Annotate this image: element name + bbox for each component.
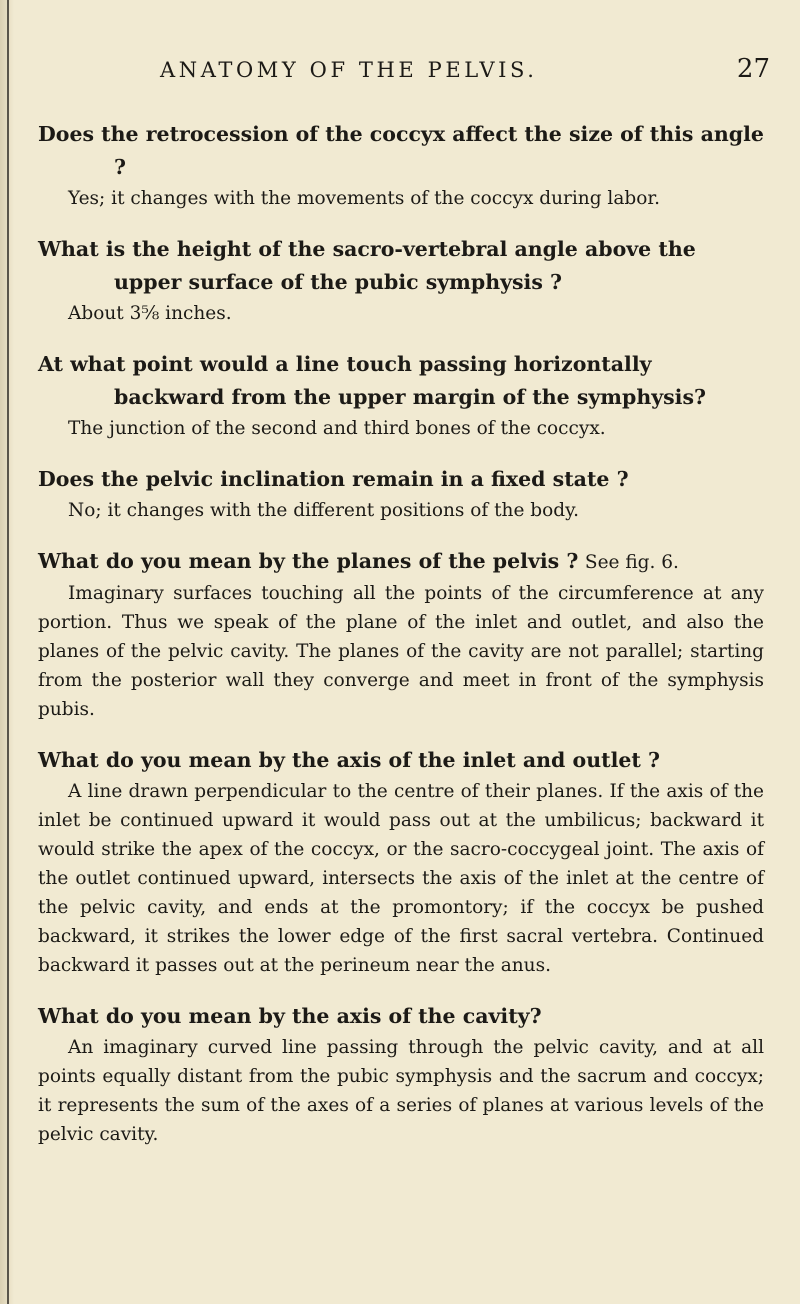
- qa-entry: [24, 348, 764, 443]
- answer-text: Yes; it changes with the movements of the coccyx during labor.: [68, 188, 661, 209]
- answer-text: The junction of the second and third bones of the coccyx.: [68, 418, 606, 439]
- question-text: What is the height of the sacro-vertebral angle above the upper surface of the pubic symphysis ?: [38, 237, 696, 294]
- answer-text: No; it changes with the different positions of the body.: [68, 500, 579, 521]
- page-body: [24, 118, 764, 1169]
- answer-text: A line drawn perpendicular to the centre of their planes. If the axis of the inlet be continued upward it would pass out at the umbilicus; backward it would strike the apex of the coccyx, or the sacro-coccygeal joint. The axis of the outlet continued upward, intersects the axis of the inlet at the centre of the pelvic cavity, and ends at the promontory; if the coccyx be pushed backward, it strikes the lower edge of the first sacral vertebra. Continued backward it passes out at the perineum near the anus.: [38, 781, 764, 976]
- qa-entry: [24, 545, 764, 724]
- running-head: ANATOMY OF THE PELVIS.: [160, 58, 538, 82]
- qa-entry: [24, 118, 764, 213]
- qa-entry: [24, 463, 764, 525]
- question-text: What do you mean by the axis of the cavity?: [38, 1004, 542, 1028]
- answer-text: About 3⅝ inches.: [68, 303, 232, 324]
- question-text: At what point would a line touch passing horizontally backward from the upper margin of the symphysis?: [38, 352, 707, 409]
- figure-reference: See fig. 6.: [584, 552, 679, 573]
- answer-text: Imaginary surfaces touching all the points of the circumference at any portion. Thus we speak of the plane of the inlet and outlet, and also the planes of the pelvic cavity. The planes of the cavity are not parallel; starting from the posterior wall they converge and meet in front of the symphysis pubis.: [38, 583, 764, 720]
- question-line: [38, 545, 764, 579]
- qa-entry: [24, 233, 764, 328]
- question-text: Does the retrocession of the coccyx affect the size of this angle ?: [38, 122, 764, 179]
- page-header: [160, 54, 770, 90]
- page-number: 27: [736, 54, 770, 84]
- answer-text: An imaginary curved line passing through the pelvic cavity, and at all points equally distant from the pubic symphysis and the sacrum and coccyx; it represents the sum of the axes of a series of planes at various levels of the pelvic cavity.: [38, 1037, 764, 1145]
- qa-entry: [24, 744, 764, 980]
- question-text: What do you mean by the planes of the pelvis ?: [38, 549, 579, 573]
- binding-shadow-line: [7, 0, 9, 1304]
- question-text: Does the pelvic inclination remain in a fixed state ?: [38, 467, 629, 491]
- qa-entry: [24, 1000, 764, 1149]
- question-text: What do you mean by the axis of the inlet and outlet ?: [38, 748, 661, 772]
